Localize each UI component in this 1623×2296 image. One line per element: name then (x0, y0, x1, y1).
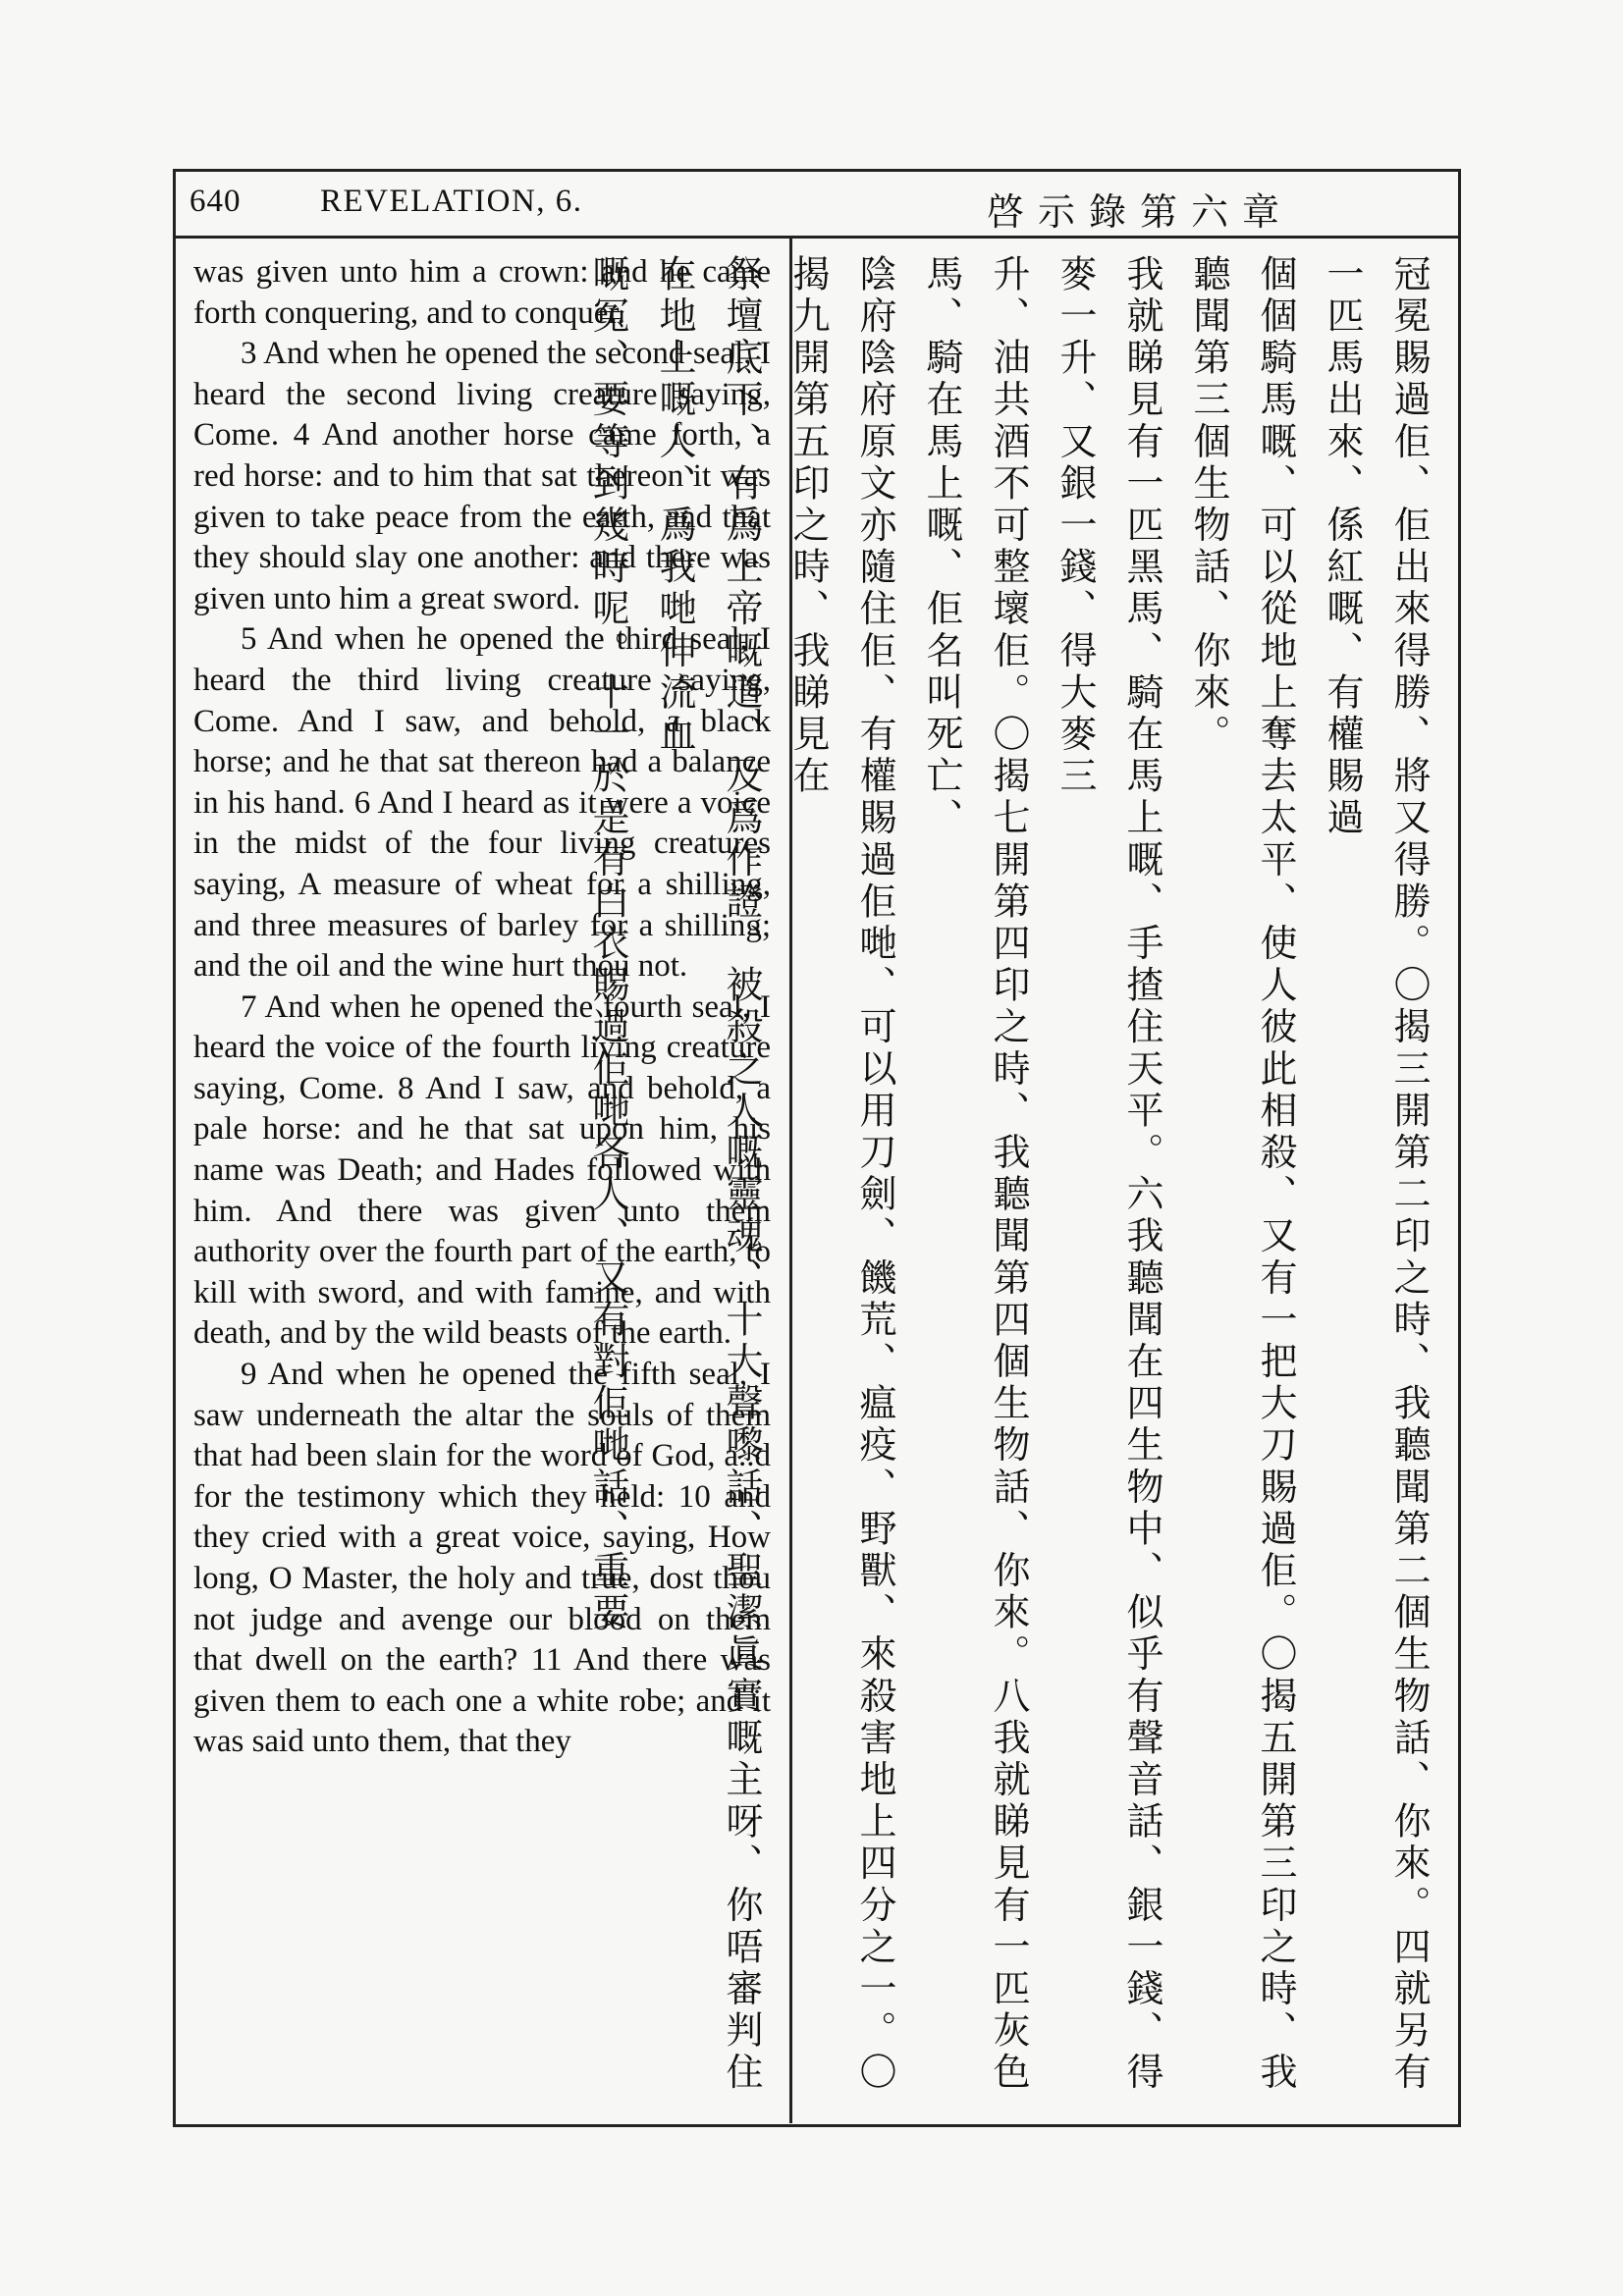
chinese-vertical-line: 個個騎馬嘅、可以從地上奪去太平、使人彼此相殺、又有一把大刀賜過佢。〇揭五開第三印之時、我聽聞第三個生物話、你來。 (1187, 254, 1297, 2095)
english-paragraph: 7 And when he opened the fourth seal, I heard the voice of the fourth living creature saying, Come. 8 And I saw, and behold, a pale horse: and he that sat upon him, his name was Death; and Hades followed with him. And there was given unto them authority over the fourth part of the earth, to kill with sword, and with famine, and with death, and by the wild beasts of the earth. (193, 988, 771, 1352)
chinese-vertical-line: 升、油共酒不可整壞佢。〇揭七開第四印之時、我聽聞第四個生物話、你來。八我就睇見有一匹灰色馬、騎在馬上嘅、佢名叫死亡、 (920, 254, 1030, 2095)
chinese-vertical-line: 祭壇底下、有爲上帝嘅道、及爲作證、被殺之人嘅靈魂、十大聲嚟話、聖潔眞實嘅主呀、你唔審判住在地上嘅人、爲我哋伸流血 (653, 254, 763, 2095)
chinese-text-column (586, 254, 1442, 2109)
book-title: REVELATION, 6. (320, 184, 583, 219)
english-paragraph: 9 And when he opened the fifth seal, I saw underneath the altar the souls of them that had been slain for the word of God, a..d for the testimony which they held: 10 and they cried with a great voice, saying, How long, O Master, the holy and true, dost thou not judge and avenge our blood on them that dwell on the earth? 11 And there was given them to each one a white robe; and it was said unto them, that they (193, 1357, 771, 1760)
page-header (176, 172, 1458, 239)
english-paragraph: was given unto him a crown: and he came forth conquering, and to conquer. (193, 254, 771, 331)
chinese-book-title: 啓示錄第六章 (986, 190, 1293, 234)
page-number: 640 (189, 184, 242, 219)
english-paragraph: 5 And when he opened the third seal, I heard the third living creature saying, Come. And I saw, and behold, a black horse; and he that sat thereon had a balance in his hand. 6 And I heard as it were a voice in the midst of the four living creatures saying, A measure of wheat for a shilling, and three measures of barley for a shilling; and the oil and the wine hurt thou not. (193, 621, 771, 985)
chinese-vertical-line: 冠冕賜過佢、佢出來得勝、將又得勝。〇揭三開第二印之時、我聽聞第二個生物話、你來。四就另有一匹馬出來、係紅嘅、有權賜過 (1321, 254, 1431, 2095)
page-frame (173, 169, 1461, 2127)
chinese-vertical-line: 我就睇見有一匹黑馬、騎在馬上嘅、手揸住天平。六我聽聞在四生物中、似乎有聲音話、銀一錢、得麥一升、又銀一錢、得大麥三 (1054, 254, 1163, 2095)
chinese-vertical-line: 嘅冤、要等到幾時呢。十一於是有白衣賜過佢哋各人、又有對佢哋話、重要 (586, 254, 629, 1634)
english-paragraph: 3 And when he opened the second seal, I heard the second living creature saying, Come. 4 And another horse came forth, a red horse: and to him that sat thereon it was given to take peace from the earth, and that they should slay one another: and there was given unto him a great sword. (193, 336, 771, 616)
chinese-vertical-line: 陰府陰府原文亦隨住佢、有權賜過佢哋、可以用刀劍、饑荒、瘟疫、野獸、來殺害地上四分之一。〇揭九開第五印之時、我睇見在 (786, 254, 896, 2095)
